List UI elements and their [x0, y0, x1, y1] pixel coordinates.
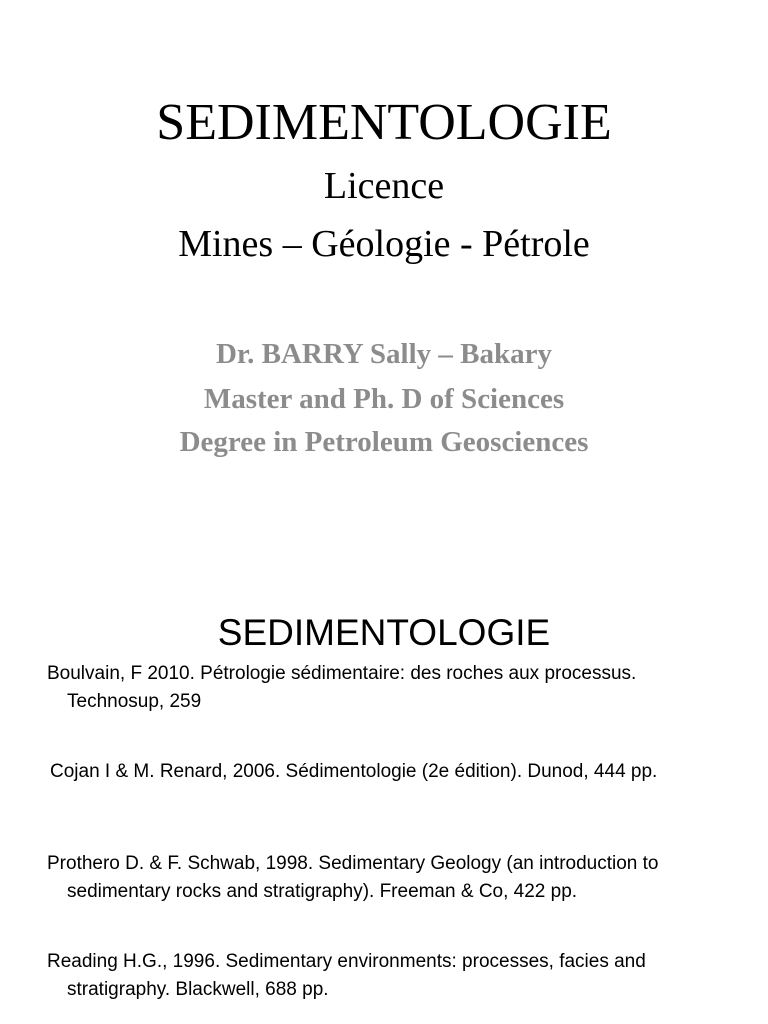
author-name: Dr. BARRY Sally – Bakary	[215, 338, 552, 370]
author-specialty: Degree in Petroleum Geosciences	[179, 426, 589, 458]
references-slide	[0, 580, 768, 1024]
program-level: Licence	[323, 165, 445, 207]
reference-item: Cojan I & M. Renard, 2006. Sédimentologie (2e édition). Dunod, 444 pp.	[50, 761, 658, 782]
reference-item: Reading H.G., 1996. Sedimentary environments: processes, facies and stratigraphy. Blackwell, 688 pp.	[47, 951, 646, 1000]
reference-item: Prothero D. & F. Schwab, 1998. Sedimentary Geology (an introduction to sedimentary rocks and stratigraphy). Freeman & Co, 422 pp.	[47, 853, 659, 902]
course-title: SEDIMENTOLOGIE	[156, 94, 612, 151]
author-degree: Master and Ph. D of Sciences	[203, 383, 565, 415]
references-title: SEDIMENTOLOGIE	[217, 612, 551, 653]
program-field: Mines – Géologie - Pétrole	[178, 223, 590, 265]
reference-item: Boulvain, F 2010. Pétrologie sédimentaire: des roches aux processus. Technosup, 259	[47, 663, 637, 712]
